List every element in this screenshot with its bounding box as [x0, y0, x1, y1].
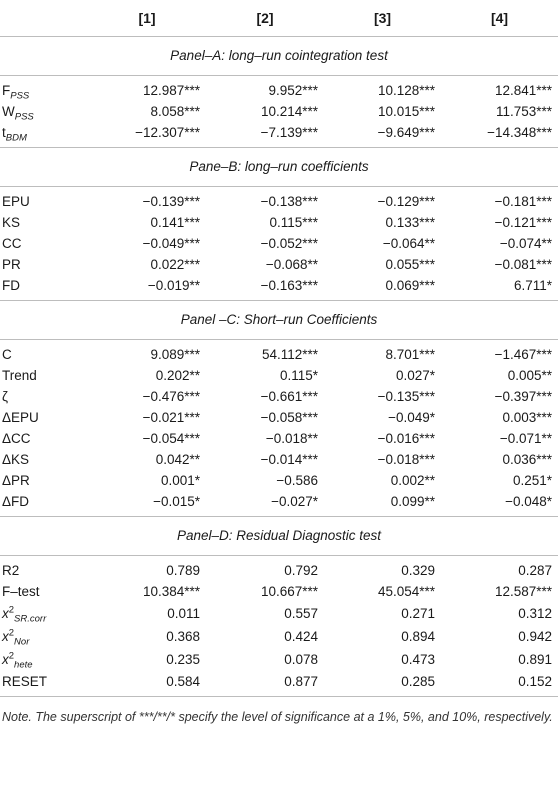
cell-value-col-2: −0.018** [265, 431, 318, 446]
cell-value-col-1: 0.202** [155, 368, 200, 383]
cell-value-col-2: 0.792 [284, 563, 318, 578]
cell-value-col-1: −0.139*** [142, 194, 200, 209]
cell-value-col-4: −0.074** [499, 236, 552, 251]
cell-value-col-1: −0.054*** [142, 431, 200, 446]
table-row [0, 648, 558, 671]
cell-value-col-4: 0.251* [512, 473, 552, 488]
cell-value-col-4: 0.036*** [502, 452, 552, 467]
row-label-text: ζ [2, 389, 8, 404]
row-label [0, 625, 88, 648]
cell-value-col-2: −0.586 [276, 473, 318, 488]
row-label-subscript: PSS [14, 111, 34, 123]
header-col-1: [1] [88, 0, 206, 37]
row-label [0, 407, 88, 428]
cell-value-col-3: −0.018*** [377, 452, 435, 467]
cell-value-col-2: −0.027* [271, 494, 318, 509]
row-label-text: FD [2, 278, 20, 293]
cell-value-col-1: 12.987*** [142, 83, 200, 98]
cell-value-col-2: 54.112*** [261, 347, 318, 362]
cell-value-col-3: −0.049* [388, 410, 435, 425]
row-label-text: t [2, 125, 6, 140]
cell-value-col-1: −0.015* [153, 494, 200, 509]
cell-value-col-1: −0.049*** [142, 236, 200, 251]
panel-title: Panel –C: Short–run Coefficients [0, 301, 558, 340]
cell-value-col-3: −0.129*** [377, 194, 435, 209]
cell-value-col-2: −0.014*** [260, 452, 318, 467]
table-body [0, 37, 558, 697]
table-row [0, 101, 558, 122]
cell-value-col-4: 0.005** [507, 368, 552, 383]
row-label-text: KS [2, 215, 21, 230]
cell-value-col-4: 0.312 [518, 606, 552, 621]
cell-value-col-4: −0.121*** [494, 215, 552, 230]
cell-value-col-4: −0.081*** [494, 257, 552, 272]
cell-value-col-3: 45.054*** [377, 584, 435, 599]
panel-title-row [0, 148, 558, 187]
row-label-text: R2 [2, 563, 20, 578]
cell-value-col-4: 0.942 [518, 629, 552, 644]
cell-value-col-3: −0.064** [382, 236, 435, 251]
panel-title: Pane–B: long–run coefficients [0, 148, 558, 187]
row-label-subscript: hete [14, 659, 33, 671]
row-label-text: ΔEPU [2, 410, 39, 425]
row-label-superscript: 2 [8, 627, 15, 639]
note-row [0, 697, 558, 728]
table-row [0, 76, 558, 102]
table-row [0, 254, 558, 275]
cell-value-col-4: 12.841*** [494, 83, 552, 98]
row-label [0, 556, 88, 582]
row-label-text: RESET [2, 674, 48, 689]
cell-value-col-2: −0.661*** [260, 389, 318, 404]
cell-value-col-4: 0.152 [518, 674, 552, 689]
panel-title-row [0, 517, 558, 556]
row-label [0, 365, 88, 386]
cell-value-col-4: −1.467*** [494, 347, 552, 362]
row-label-text: PR [2, 257, 21, 272]
cell-value-col-1: −12.307*** [135, 125, 200, 140]
table-row [0, 340, 558, 366]
panel-title: Panel–D: Residual Diagnostic test [0, 517, 558, 556]
cell-value-col-2: 0.424 [284, 629, 318, 644]
cell-value-col-3: 0.329 [401, 563, 435, 578]
table-row [0, 671, 558, 697]
row-label-subscript: Nor [14, 636, 30, 648]
cell-value-col-3: 10.015*** [377, 104, 435, 119]
cell-value-col-3: −0.016*** [377, 431, 435, 446]
table-row [0, 122, 558, 148]
row-label-text: Trend [2, 368, 37, 383]
table-row [0, 428, 558, 449]
table-row [0, 275, 558, 301]
cell-value-col-1: −0.019** [147, 278, 200, 293]
row-label [0, 648, 88, 671]
table-header [0, 0, 558, 37]
row-label [0, 602, 88, 625]
row-label-subscript: SR.corr [14, 613, 47, 625]
cell-value-col-2: 0.115*** [269, 215, 318, 230]
header-blank [0, 0, 88, 37]
row-label-text: EPU [2, 194, 30, 209]
row-label-subscript: BDM [5, 132, 27, 144]
cell-value-col-3: 0.473 [401, 652, 435, 667]
table-row [0, 212, 558, 233]
table-row [0, 581, 558, 602]
cell-value-col-1: 0.368 [166, 629, 200, 644]
row-label [0, 187, 88, 213]
table-row [0, 449, 558, 470]
cell-value-col-3: 8.701*** [385, 347, 435, 362]
cell-value-col-4: −0.071** [499, 431, 552, 446]
row-label-text: W [2, 104, 15, 119]
cell-value-col-1: 0.235 [166, 652, 200, 667]
cell-value-col-2: 0.115* [279, 368, 318, 383]
cell-value-col-2: −0.058*** [260, 410, 318, 425]
cell-value-col-4: 6.711* [513, 278, 552, 293]
cell-value-col-2: 10.667*** [260, 584, 318, 599]
row-label [0, 233, 88, 254]
table-row [0, 625, 558, 648]
cell-value-col-4: 0.003*** [502, 410, 552, 425]
row-label-text: F [2, 83, 11, 98]
cell-value-col-1: 0.789 [166, 563, 200, 578]
table-row [0, 470, 558, 491]
row-label [0, 581, 88, 602]
cell-value-col-2: 0.078 [284, 652, 318, 667]
table-note: Note. The superscript of ***/**/* specify the level of significance at a 1%, 5%, and 10%, respectively. [0, 697, 558, 728]
table-row [0, 386, 558, 407]
cell-value-col-4: −14.348*** [487, 125, 552, 140]
header-col-3: [3] [324, 0, 441, 37]
cell-value-col-4: 0.891 [518, 652, 552, 667]
row-label-text: F–test [2, 584, 40, 599]
row-label-text: ΔFD [2, 494, 30, 509]
cell-value-col-1: 10.384*** [142, 584, 200, 599]
row-label-text: x [2, 652, 9, 667]
row-label [0, 470, 88, 491]
header-col-2: [2] [206, 0, 324, 37]
row-label-text: ΔKS [2, 452, 30, 467]
cell-value-col-2: 9.952*** [268, 83, 318, 98]
cell-value-col-3: 0.099** [390, 494, 435, 509]
cell-value-col-1: 0.011 [167, 606, 200, 621]
cell-value-col-1: 0.141*** [150, 215, 200, 230]
row-label [0, 254, 88, 275]
panel-title-row [0, 301, 558, 340]
header-col-4: [4] [441, 0, 558, 37]
row-label [0, 76, 88, 102]
row-label [0, 491, 88, 517]
panel-title: Panel–A: long–run cointegration test [0, 37, 558, 76]
cell-value-col-4: 11.753*** [495, 104, 552, 119]
cell-value-col-4: −0.048* [505, 494, 552, 509]
cell-value-col-3: 0.271 [401, 606, 435, 621]
row-label [0, 275, 88, 301]
cell-value-col-2: 10.214*** [260, 104, 318, 119]
cell-value-col-2: −0.052*** [260, 236, 318, 251]
cell-value-col-1: −0.476*** [142, 389, 200, 404]
table-row [0, 602, 558, 625]
row-label [0, 386, 88, 407]
cell-value-col-2: 0.877 [284, 674, 318, 689]
row-label-text: ΔPR [2, 473, 30, 488]
cell-value-col-3: 0.133*** [385, 215, 435, 230]
row-label [0, 671, 88, 697]
table-row [0, 407, 558, 428]
cell-value-col-3: 0.027* [395, 368, 435, 383]
row-label [0, 428, 88, 449]
cell-value-col-1: 8.058*** [150, 104, 200, 119]
row-label [0, 449, 88, 470]
cell-value-col-4: −0.397*** [494, 389, 552, 404]
cell-value-col-2: 0.557 [284, 606, 318, 621]
table-row [0, 556, 558, 582]
cell-value-col-4: −0.181*** [494, 194, 552, 209]
cell-value-col-1: −0.021*** [142, 410, 200, 425]
row-label [0, 212, 88, 233]
cell-value-col-3: 0.894 [401, 629, 435, 644]
cell-value-col-2: −0.138*** [260, 194, 318, 209]
cell-value-col-1: 0.001* [160, 473, 200, 488]
cell-value-col-2: −0.163*** [260, 278, 318, 293]
row-label-text: CC [2, 236, 22, 251]
row-label-text: x [2, 629, 9, 644]
cell-value-col-1: 0.042** [155, 452, 200, 467]
row-label-subscript: PSS [10, 90, 30, 102]
cell-value-col-3: 10.128*** [377, 83, 435, 98]
cell-value-col-3: −9.649*** [377, 125, 435, 140]
table-row [0, 491, 558, 517]
row-label-superscript: 2 [8, 604, 15, 616]
cell-value-col-2: −0.068** [265, 257, 318, 272]
row-label-superscript: 2 [8, 650, 15, 662]
cell-value-col-3: −0.135*** [377, 389, 435, 404]
row-label [0, 122, 88, 148]
cell-value-col-1: 9.089*** [150, 347, 200, 362]
row-label [0, 340, 88, 366]
panel-title-row [0, 37, 558, 76]
row-label-text: C [2, 347, 12, 362]
cell-value-col-3: 0.002** [390, 473, 435, 488]
table-row [0, 233, 558, 254]
cell-value-col-4: 0.287 [518, 563, 552, 578]
row-label [0, 101, 88, 122]
cell-value-col-4: 12.587*** [494, 584, 552, 599]
cell-value-col-3: 0.055*** [385, 257, 435, 272]
cell-value-col-1: 0.584 [166, 674, 200, 689]
row-label-text: x [2, 606, 9, 621]
table-row [0, 365, 558, 386]
cell-value-col-2: −7.139*** [260, 125, 318, 140]
cell-value-col-3: 0.285 [401, 674, 435, 689]
header-row [0, 0, 558, 37]
cell-value-col-1: 0.022*** [150, 257, 200, 272]
cell-value-col-3: 0.069*** [385, 278, 435, 293]
row-label-text: ΔCC [2, 431, 31, 446]
table-row [0, 187, 558, 213]
